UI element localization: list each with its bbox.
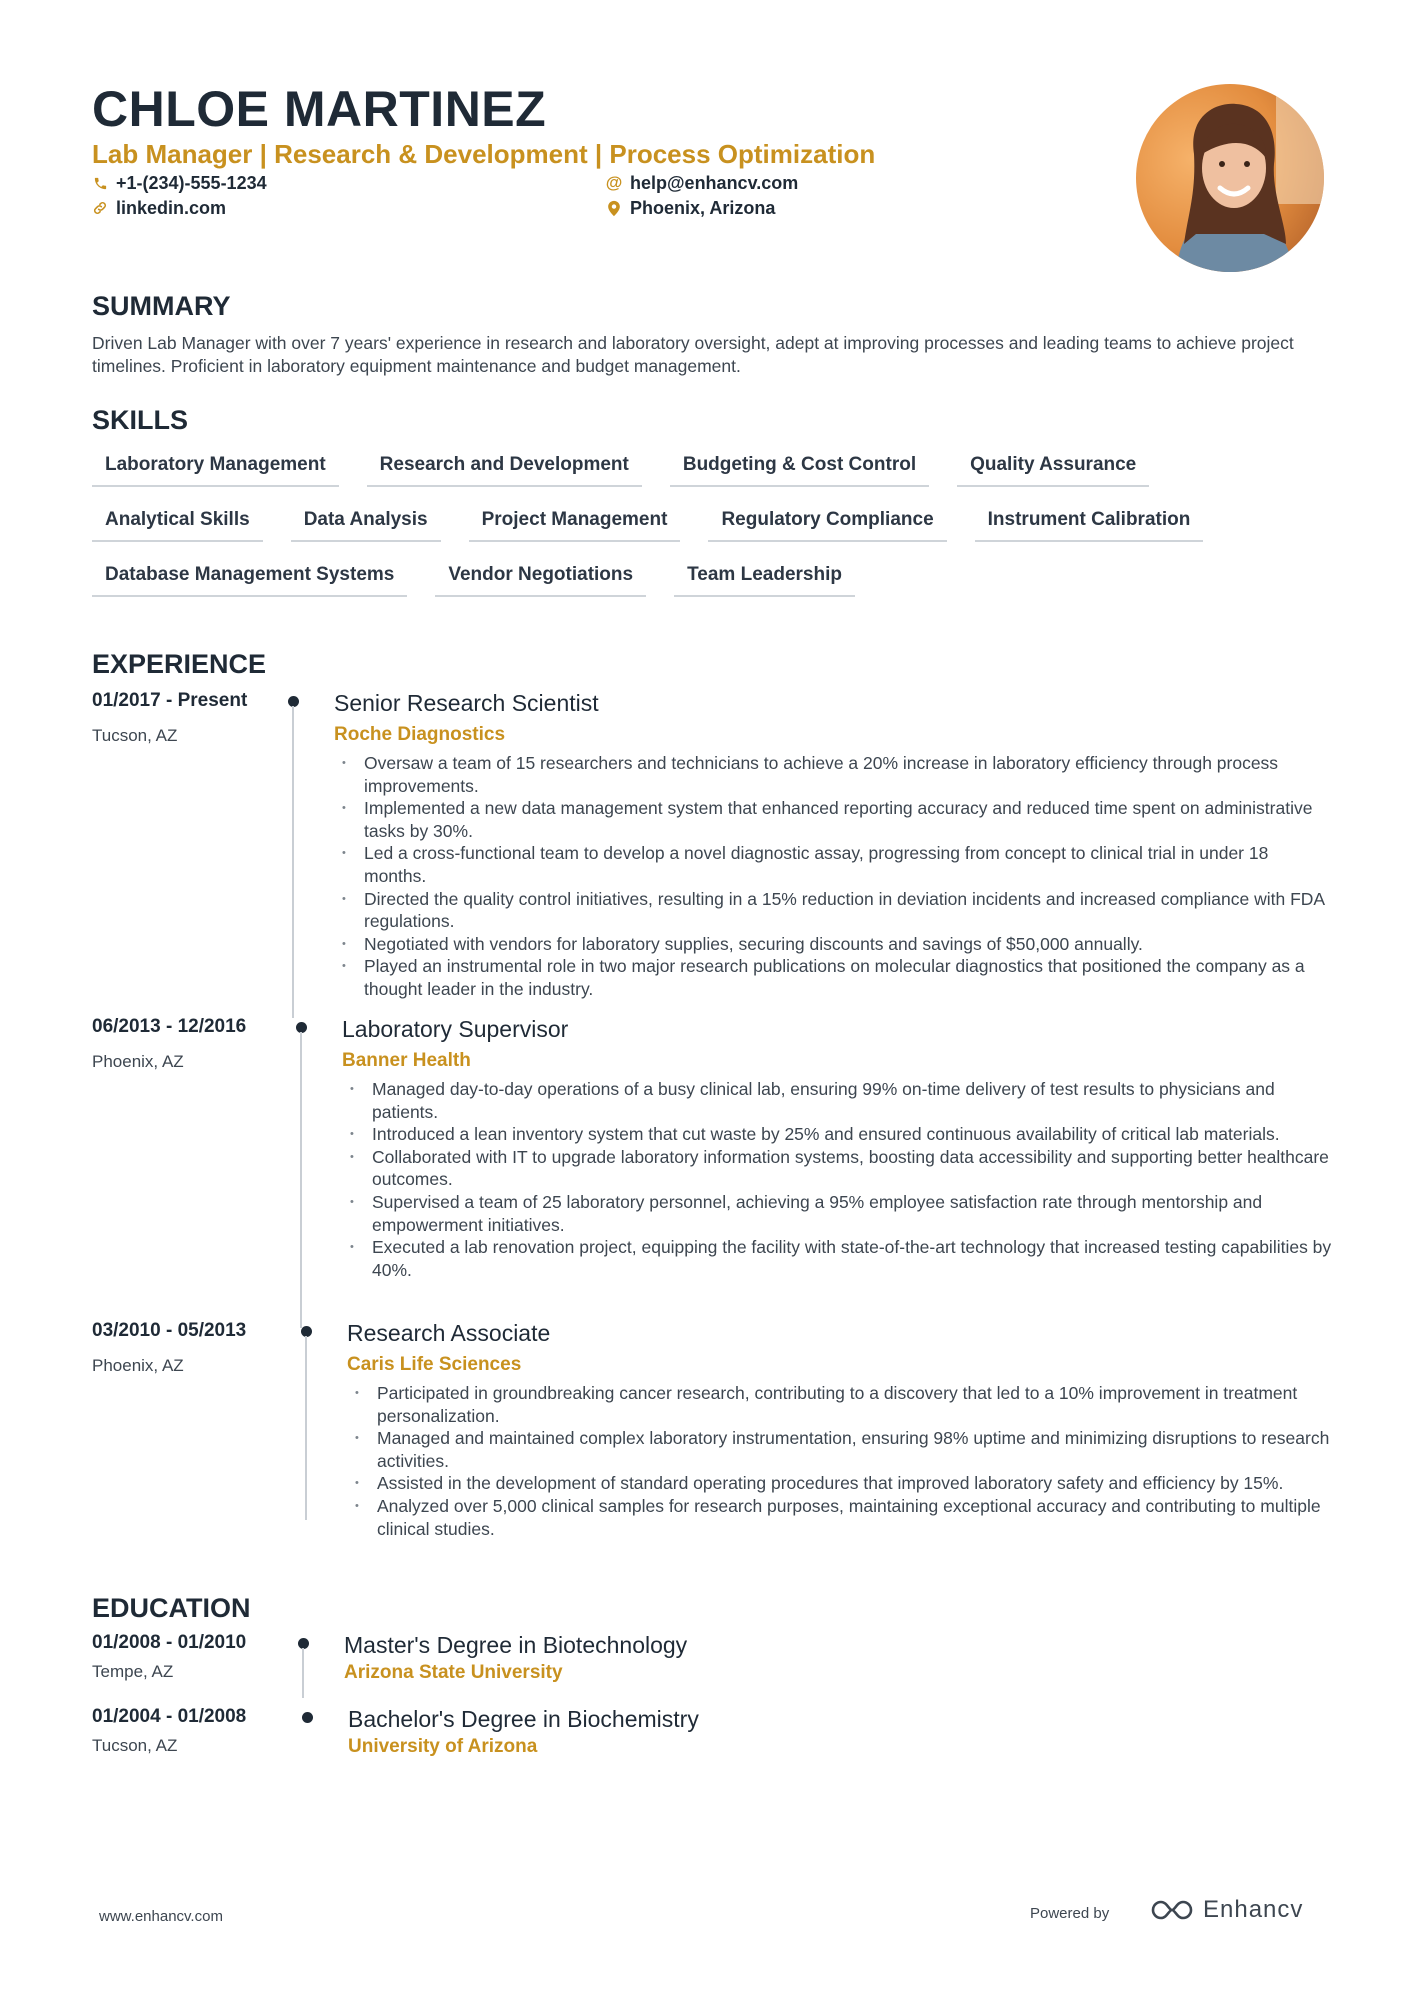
timeline-dot xyxy=(302,1712,313,1723)
company-name: Banner Health xyxy=(342,1050,471,1071)
location-pin-icon xyxy=(606,200,622,216)
timeline-line xyxy=(300,1032,302,1328)
edu-location: Tempe, AZ xyxy=(92,1662,174,1681)
powered-by-label: Powered by xyxy=(1030,1905,1110,1922)
bullet: • Participated in groundbreaking cancer research, contributing to a discovery that led to a 10% improvement in treatment personalization. xyxy=(347,1382,1347,1427)
experience-heading: EXPERIENCE xyxy=(92,649,267,679)
bullet: • Directed the quality control initiatives, resulting in a 15% reduction in deviation incidents and increased compliance with FDA regulations. xyxy=(334,888,1334,933)
bullet: • Implemented a new data management system that enhanced reporting accuracy and reduced time spent on administrative tasks by 30%. xyxy=(334,797,1334,842)
footer-url[interactable]: www.enhancv.com xyxy=(99,1908,223,1925)
job-bullets xyxy=(334,752,1334,1001)
phone-text: +1-(234)-555-1234 xyxy=(116,173,267,193)
edu-location: Tucson, AZ xyxy=(92,1736,178,1755)
job-dates: 01/2017 - Present xyxy=(92,690,248,711)
bullet: • Negotiated with vendors for laboratory supplies, securing discounts and savings of $50,000 annually. xyxy=(334,933,1334,956)
bullet: • Introduced a lean inventory system that cut waste by 25% and ensured continuous availability of critical lab materials. xyxy=(342,1123,1342,1146)
school-name: Arizona State University xyxy=(344,1662,563,1683)
job-dates: 06/2013 - 12/2016 xyxy=(92,1016,247,1037)
education-heading: EDUCATION xyxy=(92,1593,251,1623)
skill-tag: Database Management Systems xyxy=(92,558,407,597)
contact-location xyxy=(606,197,775,219)
skill-tag: Quality Assurance xyxy=(957,448,1149,487)
skills-heading: SKILLS xyxy=(92,405,189,435)
skill-tag: Analytical Skills xyxy=(92,503,263,542)
job-bullets xyxy=(347,1382,1347,1540)
brand-name: Enhancv xyxy=(1203,1896,1304,1923)
phone-icon xyxy=(92,175,108,191)
job-location: Tucson, AZ xyxy=(92,726,178,745)
skills-list xyxy=(92,448,1332,613)
profile-photo xyxy=(1136,84,1324,272)
bullet: • Supervised a team of 25 laboratory personnel, achieving a 95% employee satisfaction rate through mentorship and empowerment initiatives. xyxy=(342,1191,1342,1236)
skill-tag: Data Analysis xyxy=(291,503,441,542)
degree-title: Master's Degree in Biotechnology xyxy=(344,1632,688,1658)
edu-dates: 01/2004 - 01/2008 xyxy=(92,1706,247,1727)
contact-email[interactable] xyxy=(606,172,798,194)
timeline-line xyxy=(305,1336,307,1520)
job-title: Senior Research Scientist xyxy=(334,690,599,716)
bullet: • Led a cross-functional team to develop a novel diagnostic assay, progressing from concept to clinical trial in under 18 months. xyxy=(334,842,1334,887)
timeline-line xyxy=(302,1648,304,1698)
infinity-logo-icon xyxy=(1149,1898,1195,1922)
skill-tag: Budgeting & Cost Control xyxy=(670,448,929,487)
job-title: Research Associate xyxy=(347,1320,551,1346)
bullet: • Executed a lab renovation project, equipping the facility with state-of-the-art technology that increased testing capabilities by 40%. xyxy=(342,1236,1342,1281)
job-title: Laboratory Supervisor xyxy=(342,1016,569,1042)
contact-phone[interactable] xyxy=(92,172,267,194)
bullet: • Assisted in the development of standard operating procedures that improved laboratory safety and efficiency by 15%. xyxy=(347,1472,1347,1495)
contact-linkedin[interactable] xyxy=(92,197,226,219)
skill-tag: Project Management xyxy=(469,503,681,542)
summary-heading: SUMMARY xyxy=(92,291,231,321)
bullet: • Analyzed over 5,000 clinical samples for research purposes, maintaining exceptional accuracy and contributing to multiple clinical studies. xyxy=(347,1495,1347,1540)
enhancv-logo[interactable] xyxy=(1149,1896,1303,1924)
at-icon: @ xyxy=(605,173,623,192)
job-location: Phoenix, AZ xyxy=(92,1052,184,1071)
job-bullets xyxy=(342,1078,1342,1281)
link-icon xyxy=(92,200,108,216)
headline: Lab Manager | Research & Development | Process Optimization xyxy=(92,139,876,169)
company-name: Roche Diagnostics xyxy=(334,724,506,745)
skill-tag: Laboratory Management xyxy=(92,448,339,487)
skill-tag: Research and Development xyxy=(367,448,642,487)
job-location: Phoenix, AZ xyxy=(92,1356,184,1375)
candidate-name: CHLOE MARTINEZ xyxy=(92,81,547,137)
skills-row xyxy=(92,448,1332,487)
job-dates: 03/2010 - 05/2013 xyxy=(92,1320,247,1341)
skills-row xyxy=(92,558,1332,597)
location-text: Phoenix, Arizona xyxy=(630,198,776,218)
linkedin-text: linkedin.com xyxy=(116,198,227,218)
school-name: University of Arizona xyxy=(348,1736,538,1757)
summary-text: Driven Lab Manager with over 7 years' experience in research and laboratory oversight, adept at improving processes and leading teams to achieve project timelines. Proficient in laboratory equipment maintenance and budget management. xyxy=(92,333,1294,376)
timeline-line xyxy=(292,706,294,1018)
bullet: • Managed and maintained complex laboratory instrumentation, ensuring 98% uptime and minimizing disruptions to research activities. xyxy=(347,1427,1347,1472)
bullet: • Played an instrumental role in two major research publications on molecular diagnostics that positioned the company as a thought leader in the industry. xyxy=(334,955,1334,1000)
bullet: • Oversaw a team of 15 researchers and technicians to achieve a 20% increase in laboratory efficiency through process improvements. xyxy=(334,752,1334,797)
bullet: • Collaborated with IT to upgrade laboratory information systems, boosting data accessibility and supporting better healthcare outcomes. xyxy=(342,1146,1342,1191)
skills-row xyxy=(92,503,1332,542)
skill-tag: Regulatory Compliance xyxy=(708,503,946,542)
edu-dates: 01/2008 - 01/2010 xyxy=(92,1632,247,1653)
bullet: • Managed day-to-day operations of a busy clinical lab, ensuring 99% on-time delivery of test results to physicians and patients. xyxy=(342,1078,1342,1123)
company-name: Caris Life Sciences xyxy=(347,1354,522,1375)
email-text: help@enhancv.com xyxy=(630,173,799,193)
skill-tag: Instrument Calibration xyxy=(975,503,1204,542)
degree-title: Bachelor's Degree in Biochemistry xyxy=(348,1706,699,1732)
skill-tag: Vendor Negotiations xyxy=(435,558,646,597)
skill-tag: Team Leadership xyxy=(674,558,855,597)
